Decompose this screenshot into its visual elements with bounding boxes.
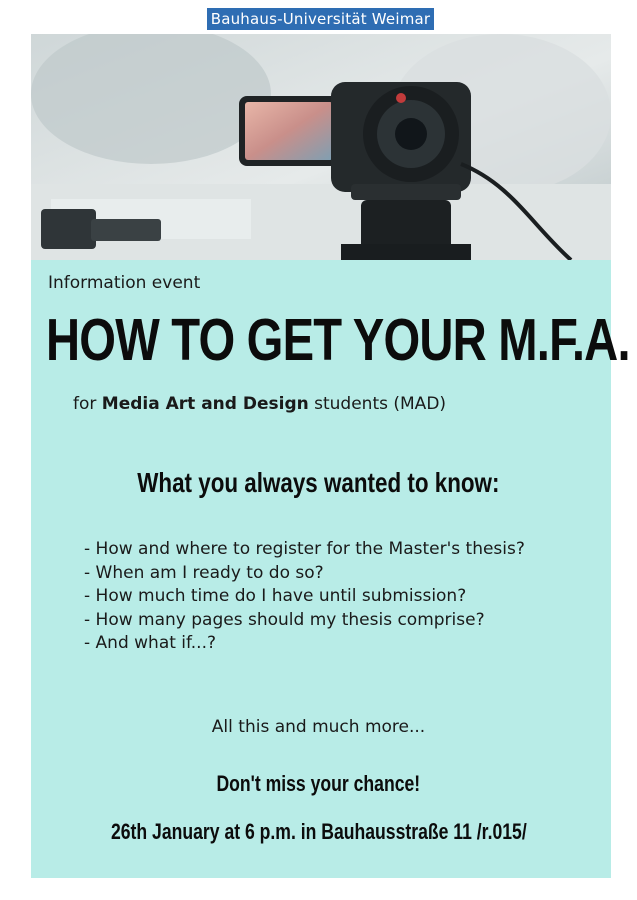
audience-prefix: for xyxy=(73,394,102,414)
list-item: - How and where to register for the Master's thesis? xyxy=(84,539,525,559)
header-photo xyxy=(31,34,611,260)
list-item: - How many pages should my thesis comprise? xyxy=(84,609,485,630)
call-to-action xyxy=(0,770,637,798)
call-to-action-text: Don't miss your chance! xyxy=(216,771,421,796)
audience-line xyxy=(73,393,446,415)
event-type-label: Information event xyxy=(48,273,201,293)
questions-list xyxy=(84,538,525,656)
list-item: - When am I ready to do so? xyxy=(84,562,324,583)
date-location-text: 26th January at 6 p.m. in Bauhausstraße 11 /r.015/ xyxy=(110,819,527,844)
questions-heading-text: What you always wanted to know: xyxy=(137,467,500,498)
audience-suffix: students (MAD) xyxy=(308,394,447,414)
university-logo: Bauhaus-Universität Weimar xyxy=(207,8,434,30)
poster-headline: HOW TO GET YOUR M.F.A. xyxy=(46,307,630,373)
more-text: All this and much more... xyxy=(211,717,426,737)
list-item: - How much time do I have until submission? xyxy=(84,586,467,606)
date-location xyxy=(0,818,637,846)
list-item: - And what if...? xyxy=(84,633,217,653)
program-name: Media Art and Design xyxy=(101,394,309,414)
questions-heading xyxy=(0,466,637,500)
